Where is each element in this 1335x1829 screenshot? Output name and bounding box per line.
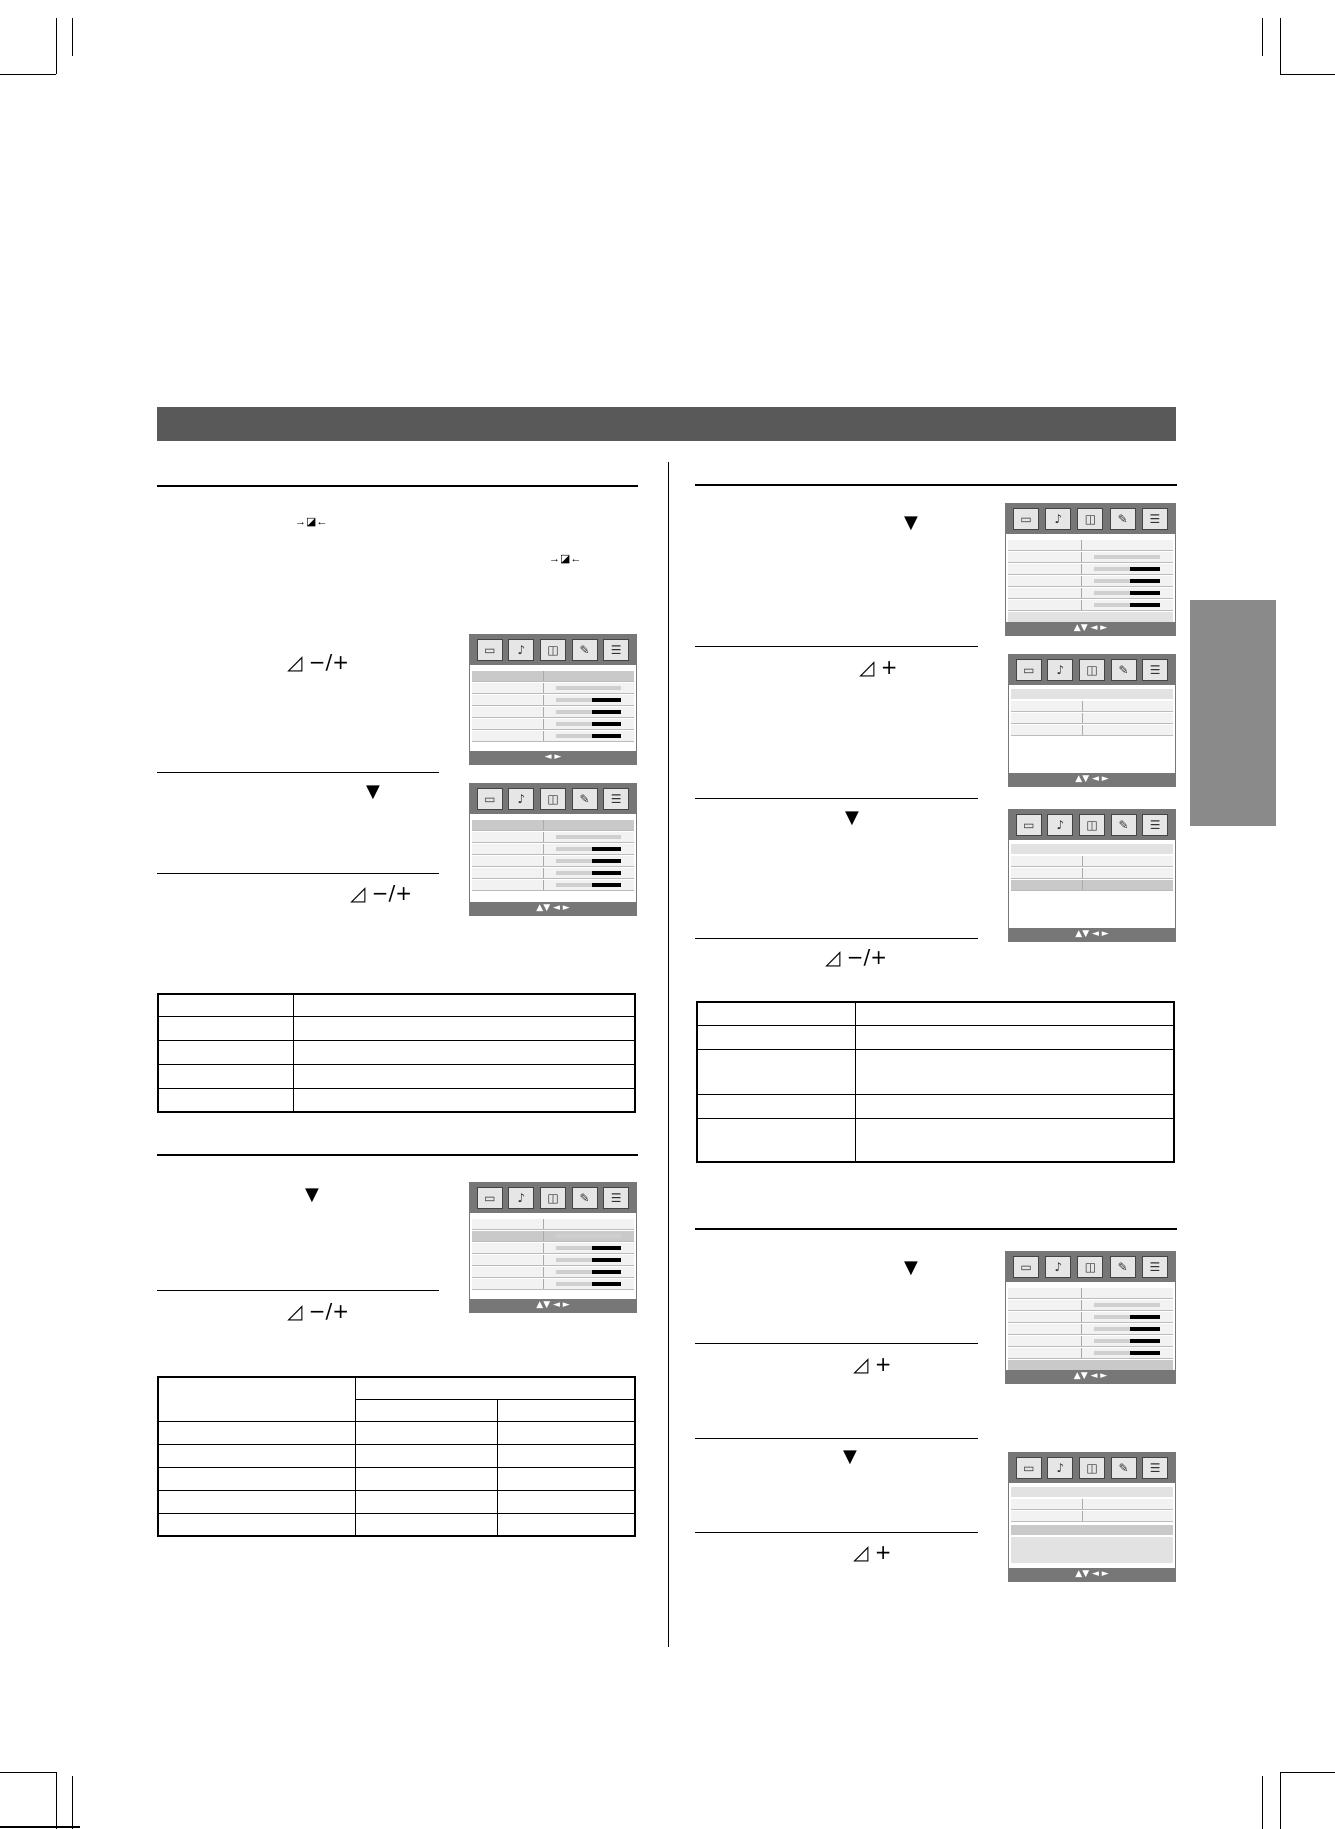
osd-row [472,832,634,843]
osd-row [1011,880,1173,891]
crop-mark [1280,1772,1281,1829]
osd-row [472,671,634,682]
sound-icon: ♪ [1045,1256,1071,1278]
picture-size-icon: →◪← [295,516,328,528]
osd-row [1011,1537,1173,1563]
osd-row [472,707,634,718]
osd-row [1011,725,1173,736]
osd-screen [469,783,637,916]
option-icon: ☰ [603,639,629,661]
osd-row [1011,856,1173,867]
osd-row [1008,1324,1173,1335]
osd-nav-hint: ▲▼ ◄ ► [470,902,636,915]
osd-nav-hint: ▲▼ ◄ ► [470,1299,636,1312]
feature-icon: ◫ [1079,1457,1105,1479]
osd-row [1011,701,1173,712]
volume-plus-icon: ◿ + [859,655,898,679]
column-divider [668,462,669,1647]
osd-row [1008,600,1173,611]
setup-icon: ✎ [1111,1457,1137,1479]
sound-icon: ♪ [1047,814,1073,836]
osd-screen [1008,1452,1176,1582]
osd-row [1008,1312,1173,1323]
osd-row [1008,1336,1173,1347]
osd-screen [1008,654,1176,787]
setup-icon: ✎ [572,1187,598,1209]
option-icon: ☰ [1142,1457,1168,1479]
osd-screen [469,1182,637,1313]
feature-icon: ◫ [540,639,566,661]
osd-nav-hint: ◄ ► [470,751,636,764]
feature-icon: ◫ [1079,659,1105,681]
step-rule [695,646,978,647]
volume-plus-icon: ◿ + [853,1352,892,1376]
osd-row [1011,689,1173,699]
osd-row [472,1267,634,1278]
osd-nav-hint: ▲▼ ◄ ► [1006,1370,1175,1383]
picture-icon: ▭ [1013,508,1039,530]
feature-icon: ◫ [540,1187,566,1209]
sound-icon: ♪ [508,788,534,810]
osd-row [472,820,634,831]
setup-icon: ✎ [1111,814,1137,836]
osd-row [472,844,634,855]
volume-minus-plus-icon: ◿ −/+ [287,1299,349,1323]
osd-row [1008,1348,1173,1359]
step-rule [157,772,439,773]
sound-icon: ♪ [508,1187,534,1209]
setup-icon: ✎ [1111,659,1137,681]
step-rule [695,1532,978,1533]
sound-icon: ♪ [1045,508,1071,530]
crop-mark [0,1826,80,1828]
osd-nav-hint: ▲▼ ◄ ► [1006,622,1175,635]
osd-row [472,683,634,694]
osd-screen [469,634,637,765]
sound-icon: ♪ [1047,659,1073,681]
osd-row [1011,868,1173,879]
down-arrow-icon: ▼ [904,512,918,533]
picture-icon: ▭ [477,788,503,810]
picture-size-icon: →◪← [549,553,582,565]
sound-icon: ♪ [1047,1457,1073,1479]
down-arrow-icon: ▼ [305,1184,319,1205]
osd-row [1011,1487,1173,1497]
osd-row [472,1219,634,1230]
crop-mark [0,1772,56,1773]
option-icon: ☰ [603,1187,629,1209]
crop-mark [72,1776,73,1829]
feature-icon: ◫ [1077,1256,1103,1278]
feature-icon: ◫ [1079,814,1105,836]
volume-plus-icon: ◿ + [853,1540,892,1564]
step-rule [157,873,439,874]
crop-mark [1262,1776,1263,1829]
setup-icon: ✎ [572,639,598,661]
feature-icon: ◫ [1077,508,1103,530]
picture-icon: ▭ [1013,1256,1039,1278]
picture-icon: ▭ [1016,814,1042,836]
section-rule [695,484,1177,486]
osd-row [472,868,634,879]
osd-row [1008,588,1173,599]
down-arrow-icon: ▼ [843,1446,857,1467]
osd-menu-bar [1009,810,1175,840]
osd-menu-bar [470,1183,636,1213]
settings-table [157,993,636,1113]
volume-minus-plus-icon: ◿ −/+ [825,945,887,969]
section-rule [695,1228,1177,1230]
osd-row [1008,564,1173,575]
step-rule [695,938,978,939]
osd-row [1011,1511,1173,1522]
osd-row [472,695,634,706]
osd-row [472,880,634,891]
crop-mark [1280,18,1281,74]
osd-row [1011,713,1173,724]
osd-row [472,1255,634,1266]
osd-screen [1005,503,1176,636]
step-rule [157,1290,439,1291]
down-arrow-icon: ▼ [366,781,380,802]
volume-minus-plus-icon: ◿ −/+ [287,650,349,674]
osd-row [1011,1525,1173,1535]
option-icon: ☰ [1142,1256,1168,1278]
crop-mark [56,1772,57,1829]
crop-mark [1280,1772,1335,1773]
osd-nav-hint: ▲▼ ◄ ► [1009,928,1175,941]
osd-menu-bar [1009,1453,1175,1483]
osd-row [472,731,634,742]
picture-icon: ▭ [1016,1457,1042,1479]
feature-icon: ◫ [540,788,566,810]
osd-row [1008,1300,1173,1311]
osd-row [472,856,634,867]
crop-mark [1280,74,1335,75]
option-icon: ☰ [1142,508,1168,530]
step-rule [695,798,978,799]
osd-row [1008,552,1173,563]
setup-icon: ✎ [572,788,598,810]
sound-icon: ♪ [508,639,534,661]
osd-row [1008,576,1173,587]
section-rule [157,485,638,487]
osd-menu-bar [470,635,636,665]
option-icon: ☰ [1142,659,1168,681]
osd-row [1008,612,1173,622]
crop-mark [56,18,57,74]
crop-mark [1262,18,1263,56]
osd-row [472,1279,634,1290]
picture-icon: ▭ [477,1187,503,1209]
settings-table [157,1376,636,1537]
osd-row [1008,540,1173,551]
osd-row [472,1243,634,1254]
step-rule [695,1438,978,1439]
picture-icon: ▭ [477,639,503,661]
down-arrow-icon: ▼ [904,1257,918,1278]
picture-icon: ▭ [1016,659,1042,681]
section-title-bar [157,407,1176,441]
chapter-tab [1190,600,1276,826]
volume-minus-plus-icon: ◿ −/+ [350,881,412,905]
osd-nav-hint: ▲▼ ◄ ► [1009,773,1175,786]
osd-row [472,1231,634,1242]
osd-menu-bar [1006,504,1175,534]
setup-icon: ✎ [1110,508,1136,530]
osd-screen [1008,809,1176,942]
down-arrow-icon: ▼ [845,807,859,828]
osd-nav-hint: ▲▼ ◄ ► [1009,1568,1175,1581]
crop-mark [0,74,56,75]
osd-menu-bar [1009,655,1175,685]
settings-table [696,1001,1175,1163]
osd-menu-bar [470,784,636,814]
setup-icon: ✎ [1110,1256,1136,1278]
osd-row [472,719,634,730]
osd-row [1011,844,1173,854]
osd-row [1008,1360,1173,1370]
step-rule [695,1343,978,1344]
osd-row [1008,1288,1173,1299]
option-icon: ☰ [603,788,629,810]
osd-menu-bar [1006,1252,1175,1282]
section-rule [157,1154,638,1156]
osd-row [1011,1499,1173,1510]
osd-screen [1005,1251,1176,1384]
crop-mark [72,18,73,56]
option-icon: ☰ [1142,814,1168,836]
